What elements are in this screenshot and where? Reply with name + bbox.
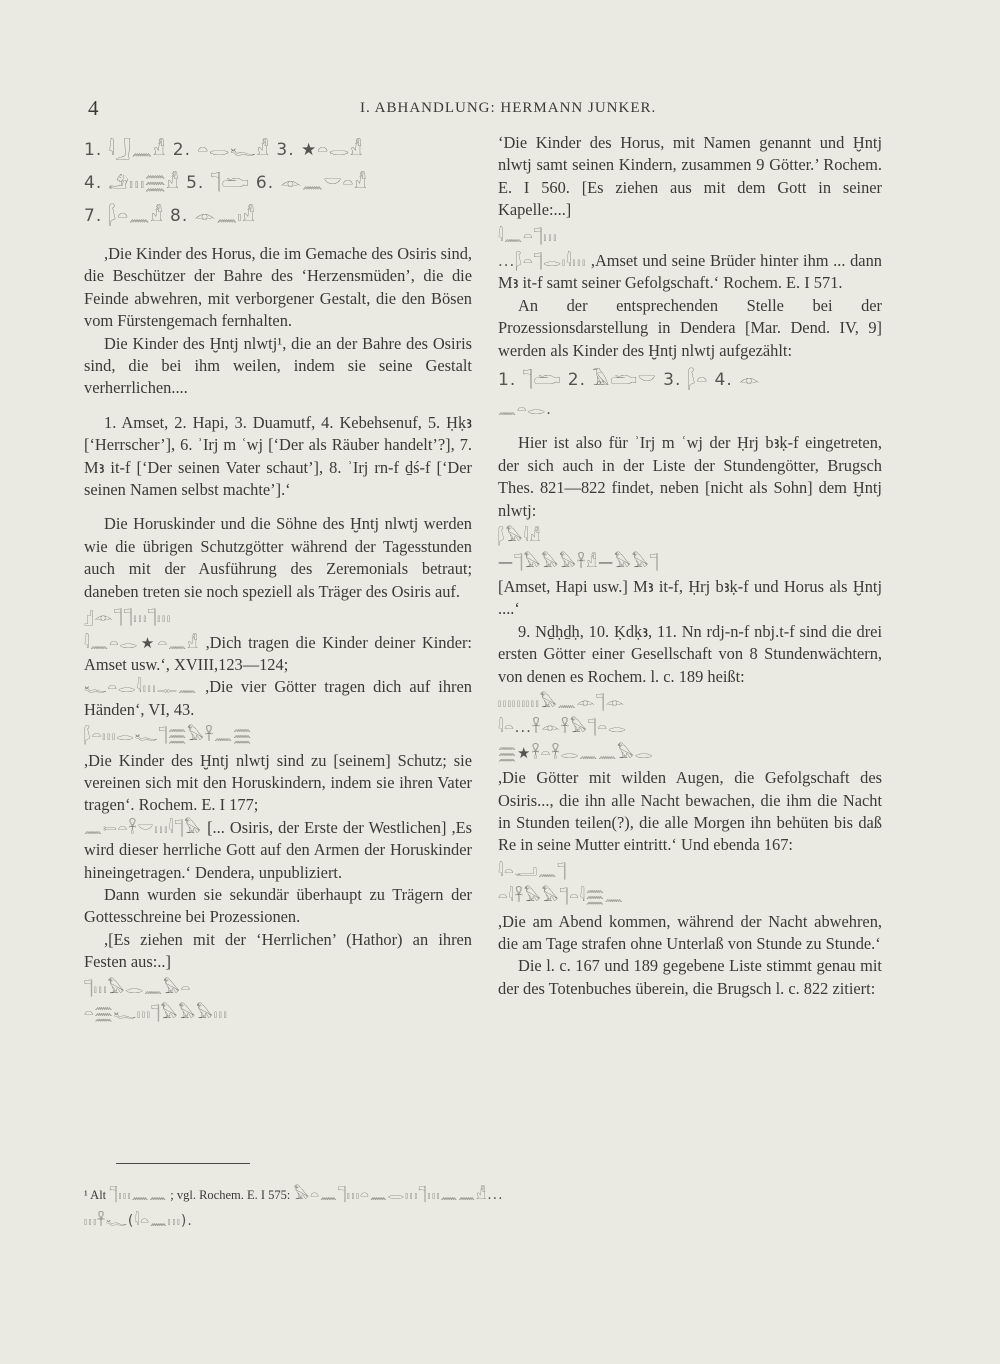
hieroglyph-list-line-3: 7. 𓆄𓏏𓈖𓀭 8. 𓁹𓈖𓏤𓀭 xyxy=(84,206,256,226)
hieroglyph-line: 𓇋𓏏𓂝𓈖𓊹 xyxy=(498,861,567,880)
footnote-text: ¹ Alt xyxy=(84,1188,107,1202)
running-head: I. ABHANDLUNG: HERMANN JUNKER. xyxy=(360,100,657,116)
hieroglyph-inline: 𓇋𓈖𓏏𓂋★𓏏𓈖𓀭 xyxy=(84,633,199,652)
paragraph: ,Die Kinder des Horus, die im Gemache des Osiris sind, die Beschützer der Bahre des ‘Herzensmüden’, die die Feinde abwehren, mit verborgener Gestalt, die den Bösen vom Fürstengemach fernhalten. xyxy=(84,244,472,331)
paragraph: 1. Amset, 2. Hapi, 3. Duamutf, 4. Kebehsenuf, 5. Ḥḳꜣ [‘Herrscher’], 6. ʾIrj m ʿwj [‘Der als Räuber handelt’?], 7. Mꜣ it-f [‘Der seinen Vater schaut’], 8. ʾIrj rn-f ḏś-f [‘Der seinen Namen selbst machte’].‘ xyxy=(84,412,472,500)
hieroglyph-line: 𓆄𓅃𓇋𓀭 xyxy=(498,527,542,546)
hieroglyph-line: 𓆄𓏏𓏥𓂋𓆑𓊹𓈗𓅃𓋹𓈖𓈗 xyxy=(84,726,253,745)
left-column xyxy=(84,132,472,1027)
paragraph: Die Kinder des Ḫntj nlwtj¹, die an der Bahre des Osiris sind, die bei ihm weilen, indem sie seine Gestalt verherrlichen.... xyxy=(84,333,472,398)
hieroglyph-inline: 𓈖𓍿𓏏𓋹𓎟𓏥𓇋𓊹𓅃 xyxy=(84,818,202,837)
hieroglyph-inline: 𓊹𓏥𓈖𓈖 xyxy=(109,1187,168,1203)
page-number: 4 xyxy=(88,96,99,120)
paragraph: An der entsprechenden Stelle bei der Prozessionsdarstellung in Dendera [Mar. Dend. IV, 9] werden als Kinder des Ḫntj nlwtj aufgezählt: xyxy=(498,295,882,360)
hieroglyph-list-line-2: 4. 𓄂𓏥𓈗𓀭 5. 𓊹𓂧 6. 𓁹𓈖𓎟𓏏𓀭 xyxy=(84,173,368,193)
paragraph: ,[Es ziehen mit der ‘Herrlichen’ (Hathor) an ihren Festen aus:..] xyxy=(84,929,472,972)
paragraph: [Amset, Hapi usw.] Mꜣ it-f, Ḥrj bꜣḳ-f und Horus als Ḫntj ....‘ xyxy=(498,576,882,619)
text: ,Die vier Götter tragen dich auf ihren Händen‘, VI, 43. xyxy=(84,677,472,719)
paragraph: ‘Die Kinder des Horus, mit Namen genannt und Ḫntj nlwtj samt seinen Kindern, zusammen 9 Götter.’ Rochem. E. I 560. [Es ziehen aus mit dem Gott in seiner Kapelle:...] xyxy=(498,133,882,220)
text: [... Osiris, der Erste der Westlichen] ,Es wird dieser herrliche Gott auf den Armen der Horuskinder hineingetragen.‘ Dendera, unpubliziert. xyxy=(84,817,472,882)
hieroglyph-line: 𓏏𓇋𓋹𓅃𓅃𓊹𓏏𓇋𓈗𓈖 xyxy=(498,887,624,906)
paragraph: ,Die Götter mit wilden Augen, die Gefolgschaft des Osiris..., die ihn alle Nacht bewachen, die ihm die Nacht in Stunden teilen(?), die alle Morgen ihn behüten bis daß Re in seine Mutter eintritt.‘ Und ebenda 167: xyxy=(498,768,882,855)
paragraph: Die Horuskinder und die Söhne des Ḫntj nlwtj werden wie die übrigen Schutzgötter während der Tagesstunden auch mit der Ausführung des Zeremonials betraut; daneben treten sie noch speziell als Träger des Osiris auf. xyxy=(84,514,472,601)
hieroglyph-line: 𓈖𓏏𓂋. xyxy=(498,400,552,419)
hieroglyph-line: 𓊹𓏥𓅃𓂋𓈖𓅃𓏏 xyxy=(84,978,192,997)
paragraph: ,Die am Abend kommen, während der Nacht abwehren, die am Tage strafen ohne Unterlaß von Stunde zu Stunde.‘ xyxy=(498,911,882,953)
hieroglyph-line: 𓇋𓈖𓏏𓊹𓏥 xyxy=(498,226,558,245)
hieroglyph-line: 𓏥𓋹𓆑(𓇋𓏏𓈖𓏥). xyxy=(84,1213,193,1229)
footnote-text: ; vgl. Rochem. E. I 575: xyxy=(170,1188,291,1202)
hieroglyph-inline: 𓆑𓏏𓂋𓇋𓏥𓊃𓈖 xyxy=(84,678,198,697)
text: ,Amset und seine Brüder hinter ihm ... dann Mꜣ it-f samt seiner Gefolgschaft.‘ Rochem. E. I 571. xyxy=(498,251,882,293)
paragraph: Die l. c. 167 und 189 gegebene Liste stimmt genau mit der des Totenbuches überein, die Brugsch l. c. 822 zitiert: xyxy=(498,956,882,998)
hieroglyph-line: 𓏏𓈗𓆑𓏥𓊹𓅃𓅃𓅃𓏥 xyxy=(84,1004,228,1022)
paragraph: Dann wurden sie sekundär überhaupt zu Trägern der Gottesschreine bei Prozessionen. xyxy=(84,884,472,927)
hieroglyph-line: 𓈗★𓋹𓏏𓋹𓂋𓈖𓈖𓅃𓂋 xyxy=(498,743,654,762)
right-column xyxy=(498,132,882,1000)
hieroglyph-inline: ...𓆄𓏏𓊹𓂋𓏤𓇋𓏥 xyxy=(498,252,587,271)
paragraph: Hier ist also für ʾIrj m ʿwj der Ḥrj bꜣḳ-f eingetreten, der sich auch in der Liste der Stundengötter, Brugsch Thes. 821—822 findet, neben [nicht als Sohn] dem Ḫntj nlwtj: xyxy=(498,433,882,520)
hieroglyph-list-line-1: 1. 𓇋𓃀𓈖𓀭 2. 𓏏𓂋𓆑𓀭 3. ★𓏏𓂋𓀭 xyxy=(84,140,364,160)
hieroglyph-list: 1. 𓊹𓂧 2. 𓄿𓂧𓎟 3. 𓆄𓏏 4. 𓁹 xyxy=(498,370,761,391)
hieroglyph-line: 𓇋𓏏...𓋹𓁹𓋹𓅃𓊹𓏏𓂋 xyxy=(498,718,627,737)
hieroglyph-line: 𓏥𓏥𓏥𓅃𓈖𓁹𓊹𓁹 xyxy=(498,692,626,711)
hieroglyph-line: 𓊨𓁹𓊹𓊹𓏥𓊹𓏥 xyxy=(84,608,172,627)
paragraph: ,Die Kinder des Ḫntj nlwtj sind zu [seinem] Schutz; sie vereinen sich mit den Horuskindern, indem sie ihren Vater tragen‘. Rochem. E. I 177; xyxy=(84,750,472,815)
text: ,Dich tragen die Kinder deiner Kinder: Amset usw.‘, XVIII,123—124; xyxy=(84,632,472,674)
footnote-rule xyxy=(116,1163,250,1164)
footnote xyxy=(84,1182,884,1234)
hieroglyph-inline: 𓅃𓏏𓈖𓊹𓏥𓏏𓈖𓂋𓏥𓊹𓏥𓈖𓈖𓀭... xyxy=(293,1187,504,1203)
hieroglyph-line: —𓊹𓅃𓅃𓅃𓋹𓀭—𓅃𓅃𓊹 xyxy=(498,552,660,571)
paragraph: 9. Nḏḥḏḥ, 10. Ḳdḳꜣ, 11. Nn rdj-n-f nbj.t-f sind die drei ersten Götter einer Gesellschaft von 8 Stundenwächtern, von denen es Rochem. l. c. 189 heißt: xyxy=(498,621,882,686)
